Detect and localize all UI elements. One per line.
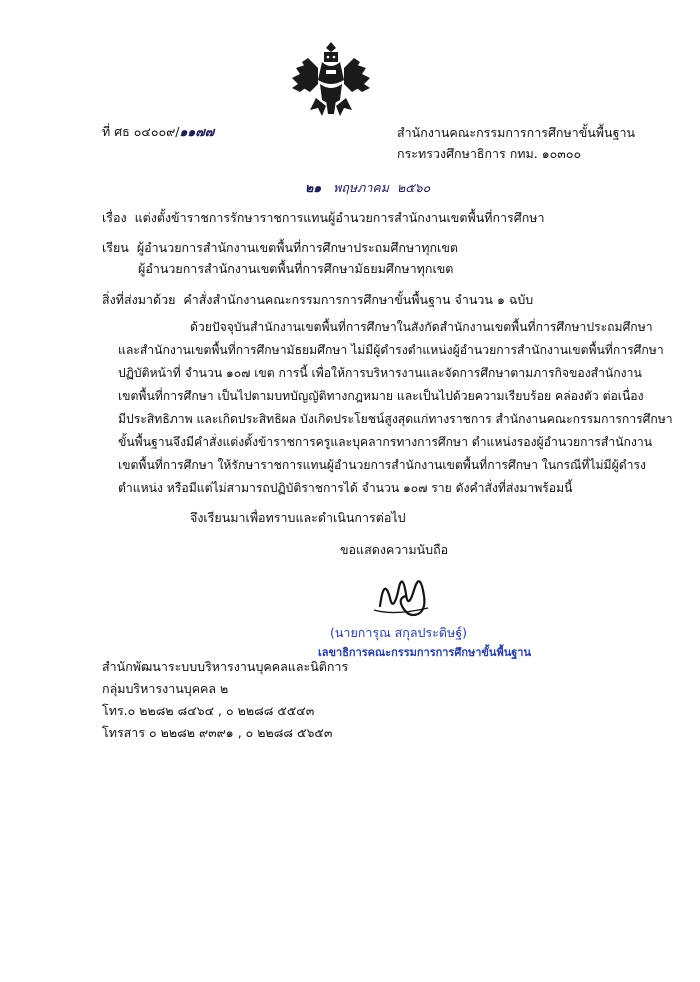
sender-line-2: กระทรวงศึกษาธิการ กทม. ๑๐๓๐๐ (397, 146, 582, 161)
closing-salutation: ขอแสดงความนับถือ (340, 542, 449, 557)
body-line-6: ขั้นพื้นฐานจึงมีคำสั่งแต่งตั้งข้าราชการครูและบุคลากรทางการศึกษา ตำแหน่งรองผู้อำนวยการสำนักงาน (118, 435, 653, 449)
garuda-emblem-icon (288, 38, 374, 122)
body-line-2: และสำนักงานเขตพื้นที่การศึกษามัธยมศึกษา ไม่มีผู้ดำรงตำแหน่งผู้อำนวยการสำนักงานเขตพื้นที่การศึกษา (118, 343, 664, 357)
reference-number (102, 124, 214, 140)
subject-label: เรื่อง (102, 210, 127, 225)
recipient-line-1 (102, 240, 458, 256)
body-line-8: ตำแหน่ง หรือมีแต่ไม่สามารถปฏิบัติราชการได้ จำนวน ๑๐๗ ราย ดังคำสั่งที่ส่งมาพร้อมนี้ (118, 481, 573, 495)
reference-handwritten: ๑๑๗๗ (179, 124, 215, 139)
enclosure-label: สิ่งที่ส่งมาด้วย (102, 292, 176, 307)
enclosure (102, 292, 533, 308)
footer-phone: โทร.๐ ๒๒๘๒ ๘๔๖๔ , ๐ ๒๒๘๘ ๕๕๔๓ (102, 703, 315, 718)
enclosure-text: คำสั่งสำนักงานคณะกรรมการการศึกษาขั้นพื้นฐาน จำนวน ๑ ฉบับ (183, 292, 534, 307)
signer-title: เลขาธิการคณะกรรมการการศึกษาขั้นพื้นฐาน (318, 646, 531, 659)
closing-request: จึงเรียนมาเพื่อทราบและดำเนินการต่อไป (190, 510, 406, 525)
body-line-3: ปฏิบัติหน้าที่ จำนวน ๑๐๗ เขต การนี้ เพื่อให้การบริหารงานและจัดการศึกษาตามภารกิจของสำนักงาน (118, 366, 642, 380)
date-day: ๒๑ (305, 180, 322, 195)
subject (102, 210, 545, 226)
body-line-1: ด้วยปัจจุบันสำนักงานเขตพื้นที่การศึกษาในสังกัดสำนักงานเขตพื้นที่การศึกษาประถมศึกษา (190, 320, 653, 334)
body-line-5: มีประสิทธิภาพ และเกิดประสิทธิผล บังเกิดประโยชน์สูงสุดแก่ทางราชการ สำนักงานคณะกรรมการการศึกษา (118, 412, 673, 426)
body-line-4: เขตพื้นที่การศึกษา เป็นไปตามบทบัญญัติทางกฎหมาย และเป็นไปด้วยความเรียบร้อย คล่องตัว ต่อเนื่อง (118, 389, 644, 403)
signer-name: (นายการุณ สกุลประดิษฐ์) (330, 625, 467, 640)
sender-line-1: สำนักงานคณะกรรมการการศึกษาขั้นพื้นฐาน (397, 125, 636, 140)
reference-number-value: ๐๔๐๐๙/ (133, 124, 180, 139)
date-month: พฤษภาคม (333, 180, 390, 195)
handwritten-signature (370, 566, 440, 628)
document-date (305, 180, 430, 196)
footer-group: กลุ่มบริหารงานบุคคล ๒ (102, 681, 229, 696)
footer-office: สำนักพัฒนาระบบบริหารงานบุคคลและนิติการ (102, 659, 349, 674)
date-year: ๒๕๖๐ (396, 180, 431, 195)
reference-label: ที่ ศธ (102, 124, 130, 139)
body-line-7: เขตพื้นที่การศึกษา ให้รักษาราชการแทนผู้อำนวยการสำนักงานเขตพื้นที่การศึกษา ในกรณีที่ไม่มีผู้ดำรง (118, 458, 646, 472)
subject-text: แต่งตั้งข้าราชการรักษาราชการแทนผู้อำนวยการสำนักงานเขตพื้นที่การศึกษา (134, 210, 545, 225)
recipient-primary: ผู้อำนวยการสำนักงานเขตพื้นที่การศึกษาประถมศึกษาทุกเขต (136, 240, 458, 255)
footer-fax: โทรสาร ๐ ๒๒๘๒ ๙๓๙๑ , ๐ ๒๒๘๘ ๕๖๕๓ (102, 725, 333, 740)
recipient-label: เรียน (102, 240, 129, 255)
recipient-secondary: ผู้อำนวยการสำนักงานเขตพื้นที่การศึกษามัธยมศึกษาทุกเขต (138, 261, 454, 276)
